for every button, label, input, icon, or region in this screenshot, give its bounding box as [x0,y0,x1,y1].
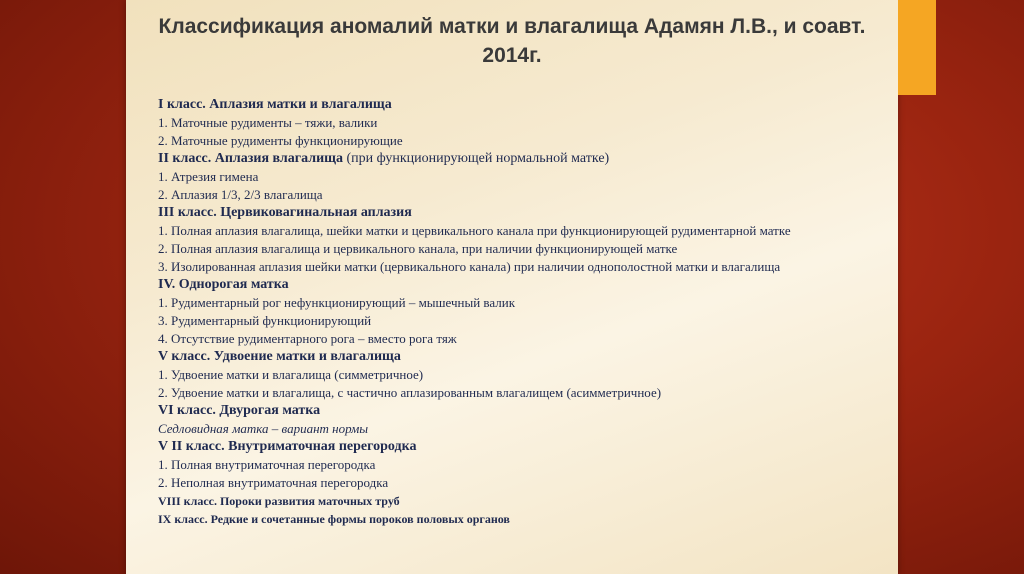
line-text: 2. Маточные рудименты функционирующие [158,133,403,148]
slide-title [126,12,898,70]
line-suffix: (при функционирующей нормальной матке) [343,151,610,166]
line-text: 1. Маточные рудименты – тяжи, валики [158,115,378,130]
line-text: V класс. Удвоение матки и влагалища [158,349,401,364]
line-text: II класс. Аплазия влагалища [158,151,343,166]
class-heading [158,150,878,168]
class-heading [158,348,878,366]
list-item [158,258,878,276]
list-item [158,456,878,474]
class-heading [158,402,878,420]
line-text: I класс. Аплазия матки и влагалища [158,97,392,112]
line-text: IV. Однорогая матка [158,277,289,292]
list-item [158,312,878,330]
list-item [158,384,878,402]
list-item [158,330,878,348]
list-item [158,186,878,204]
list-item [158,222,878,240]
line-text: 1. Атрезия гимена [158,169,259,184]
line-text: 2. Аплазия 1/3, 2/3 влагалища [158,187,323,202]
line-text: Седловидная матка – вариант нормы [158,421,369,436]
class-heading [158,96,878,114]
line-text: 1. Удвоение матки и влагалища (симметричное) [158,367,424,382]
line-text: III класс. Цервиковагинальная аплазия [158,205,412,220]
list-item [158,240,878,258]
list-item [158,114,878,132]
title-line-1: Классификация аномалий матки и влагалища Адамян Л.В., и соавт. [158,15,866,38]
list-item [158,132,878,150]
class-heading [158,204,878,222]
line-text: 3. Рудиментарный функционирующий [158,313,372,328]
line-text: 1. Полная внутриматочная перегородка [158,457,376,472]
line-text: V II класс. Внутриматочная перегородка [158,439,417,454]
line-text: 1. Полная аплазия влагалища, шейки матки и цервикального канала при функционирующей рудиментарной матке [158,223,791,238]
class-heading [158,510,878,528]
list-item [158,474,878,492]
class-heading [158,438,878,456]
class-heading [158,492,878,510]
line-text: VIII класс. Пороки развития маточных труб [158,494,400,508]
list-item [158,366,878,384]
line-text: VI класс. Двурогая матка [158,403,321,418]
classification-list [158,96,878,528]
line-text: 3. Изолированная аплазия шейки матки (цервикального канала) при наличии однополостной матки и влагалища [158,259,781,274]
line-text: IX класс. Редкие и сочетанные формы пороков половых органов [158,512,510,526]
line-text: 2. Удвоение матки и влагалища, с частично аплазированным влагалищем (асимметричное) [158,385,662,400]
list-item [158,168,878,186]
line-text: 2. Полная аплазия влагалища и цервикального канала, при наличии функционирующей матке [158,241,678,256]
accent-bar [898,0,936,95]
title-line-2: 2014г. [482,44,542,67]
class-heading [158,276,878,294]
list-note [158,420,878,438]
line-text: 1. Рудиментарный рог нефункционирующий – мышечный валик [158,295,516,310]
list-item [158,294,878,312]
line-text: 4. Отсутствие рудиментарного рога – вместо рога тяж [158,331,457,346]
line-text: 2. Неполная внутриматочная перегородка [158,475,389,490]
